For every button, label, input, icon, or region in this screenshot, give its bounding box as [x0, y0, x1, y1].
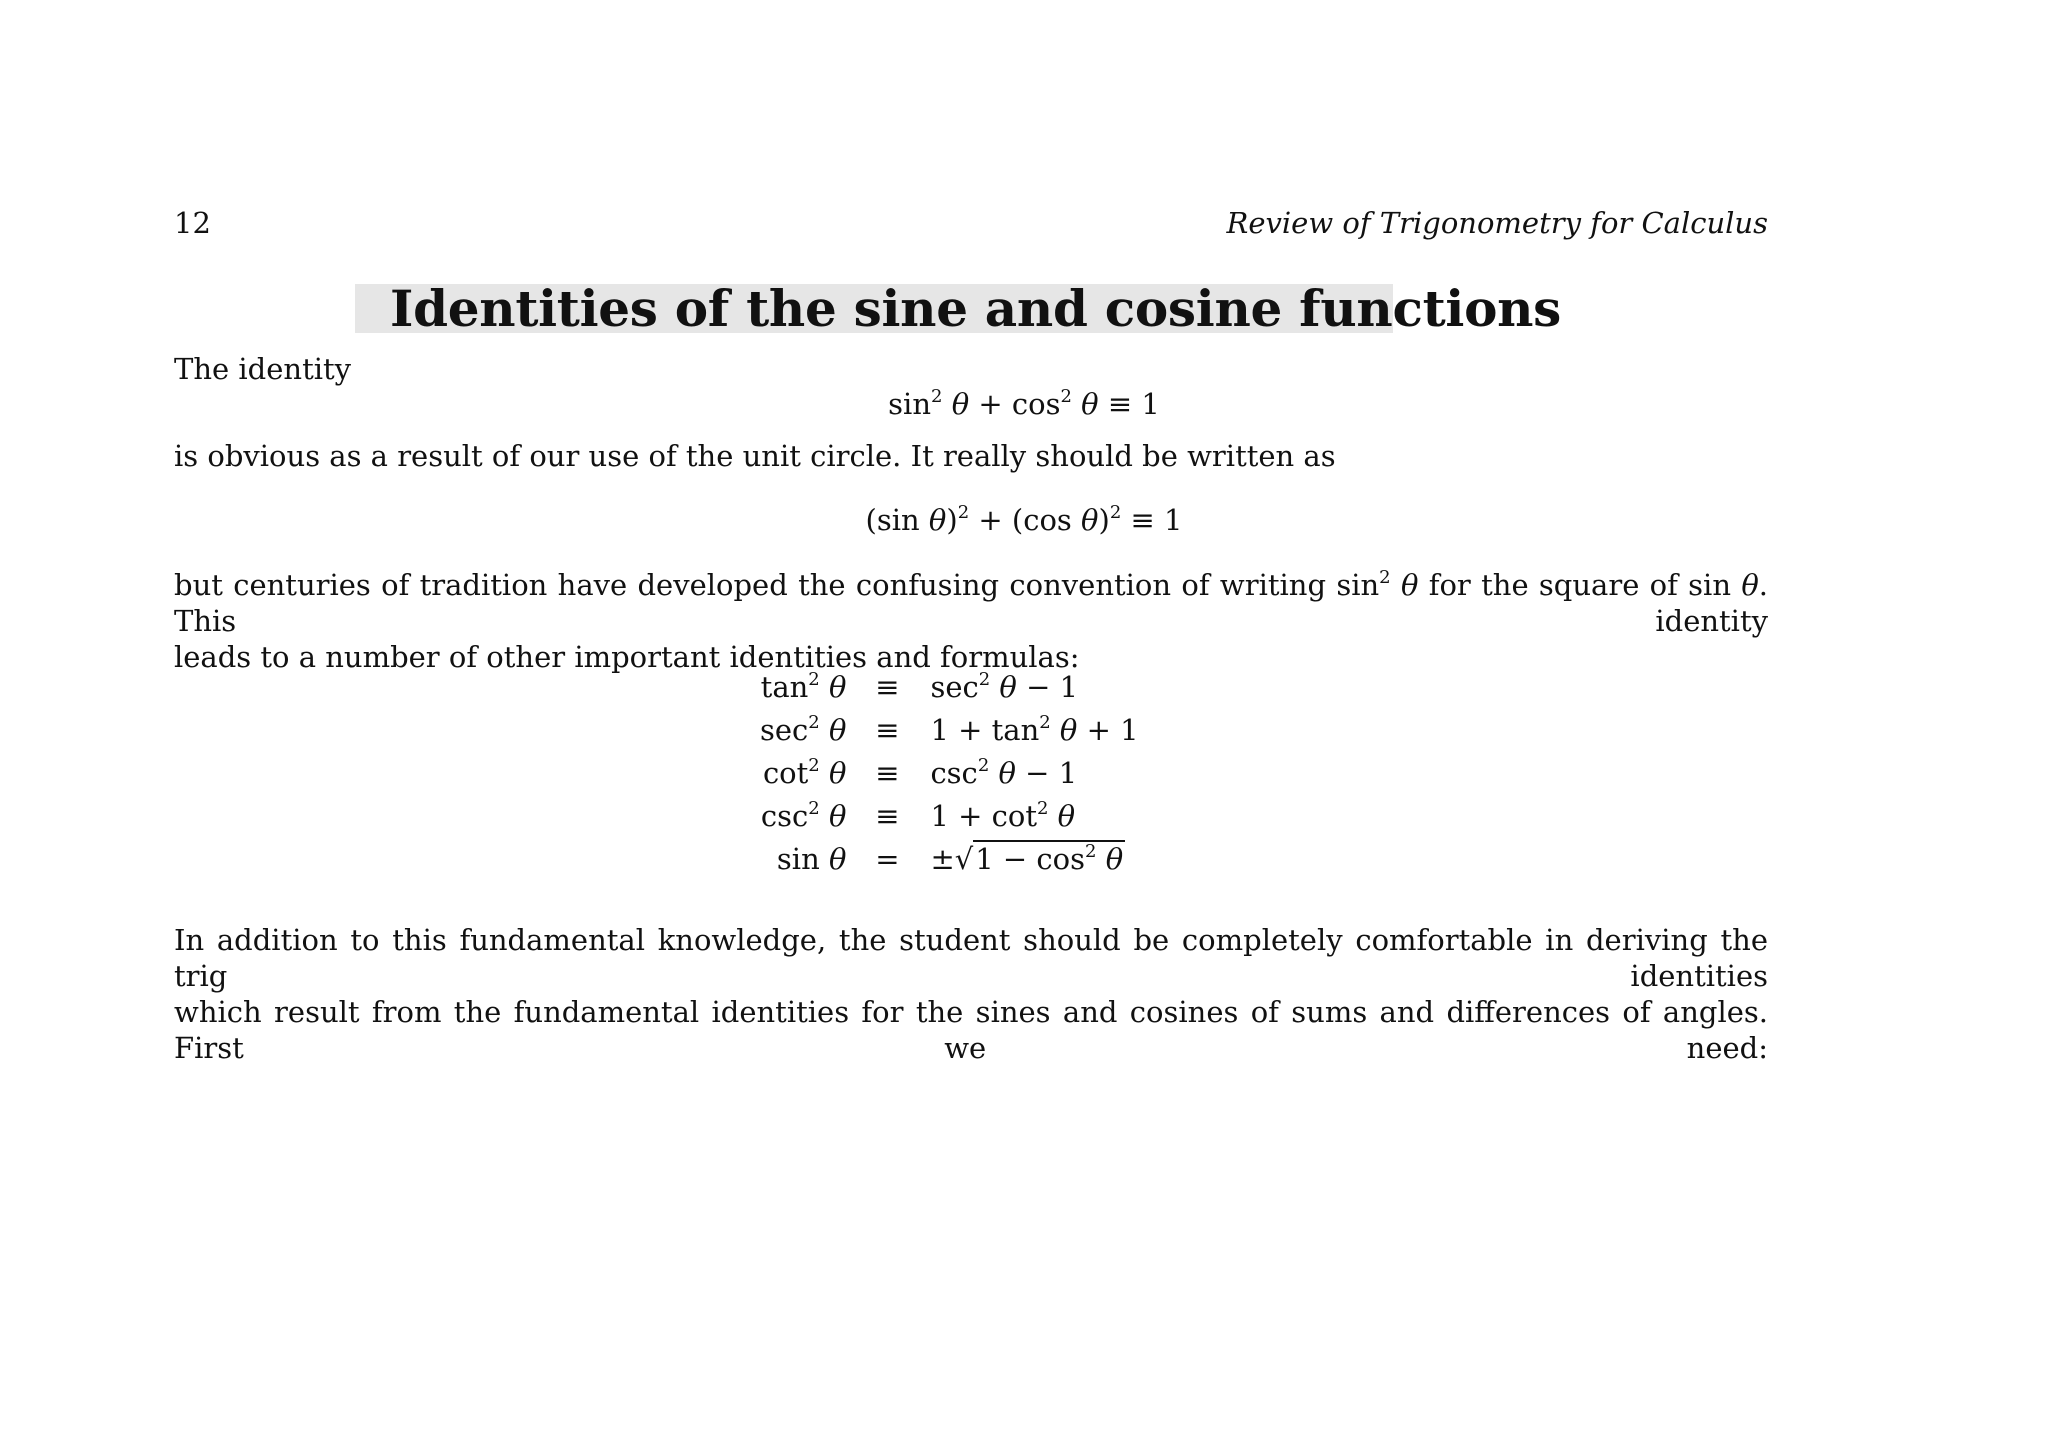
exponent: 2 [1060, 386, 1072, 407]
identity-lhs: sin θ [776, 842, 847, 876]
identity-rhs: $\csc^2 \theta - 1$ [930, 755, 1078, 790]
identity-pythagorean [0, 386, 2048, 422]
sin-fn: sin [888, 387, 932, 421]
running-title: Review of Trigonometry for Calculus [1226, 206, 1768, 240]
equivalence-rhs: ≡ 1 [1098, 387, 1160, 421]
theta-symbol: θ [1081, 503, 1099, 537]
identity-lhs: $\tan^2 \theta$ [760, 669, 847, 704]
theta-symbol: θ [1741, 568, 1759, 602]
identity-rhs: $1 + \cot^2 \theta$ [930, 798, 1076, 833]
identity-lhs: $\sec^2 \theta$ [760, 712, 847, 747]
identity-row [760, 666, 1139, 709]
exponent: 2 [1109, 502, 1122, 523]
paragraph-line: In addition to this fundamental knowledge, the student should be completely comfortable in deriving the trig identities [174, 923, 1768, 993]
theta-symbol: θ [1081, 387, 1099, 421]
identity-relation: ≡ [875, 799, 900, 833]
page-header [174, 206, 1768, 246]
text-run: but centuries of tradition have developed the confusing convention of writing sin [174, 568, 1380, 602]
identity-lhs: $\cot^2 \theta$ [762, 755, 847, 790]
theta-symbol: θ [928, 503, 947, 537]
identity-relation: = [875, 842, 900, 876]
text-run: . This identity [174, 568, 1769, 638]
exponent: 2 [1379, 567, 1391, 588]
theta-symbol: θ [951, 387, 970, 421]
identities-table [760, 666, 1139, 881]
identity-parenthesized [0, 502, 2048, 538]
paragraph-unit-circle: is obvious as a result of our use of the unit circle. It really should be written as [174, 439, 1336, 473]
identity-rhs: $\sec^2 \theta - 1$ [930, 669, 1079, 704]
identity-rhs: $1 + \tan^2 \theta + 1$ [930, 712, 1139, 747]
identity-row [760, 795, 1139, 838]
square-root: $√1 - \cos^2 \theta$ [954, 841, 1124, 876]
exponent: 2 [931, 386, 943, 407]
plus-open-cos: + (cos [969, 503, 1082, 537]
identity-lhs: $\csc^2 \theta$ [760, 798, 847, 833]
identity-row [760, 709, 1139, 752]
section-title: Identities of the sine and cosine functions [355, 284, 1393, 333]
paragraph-line: which result from the fundamental identities for the sines and cosines of sums and differences of angles. First we need: [174, 995, 1768, 1065]
paragraph-convention [174, 567, 1768, 675]
identity-row [760, 838, 1139, 881]
open-sin: (sin [865, 503, 929, 537]
theta-symbol: θ [1400, 568, 1419, 602]
paragraph-line: leads to a number of other important identities and formulas: [174, 640, 1080, 674]
identity-rhs: $\pm√1 - \cos^2 \theta$ [916, 838, 1138, 881]
paragraph-fundamental-knowledge [174, 922, 1768, 1066]
close-paren: ) [1098, 503, 1110, 537]
identity-relation: ≡ [875, 670, 900, 704]
identity-row [760, 752, 1139, 795]
cos-fn: cos [1011, 387, 1061, 421]
close-paren: ) [946, 503, 958, 537]
page-number: 12 [174, 206, 211, 240]
equivalence-rhs: ≡ 1 [1121, 503, 1183, 537]
plus-sign: + [969, 387, 1012, 421]
identity-relation: ≡ [875, 756, 900, 790]
identity-relation: ≡ [875, 713, 900, 747]
intro-text: The identity [174, 352, 352, 386]
text-run: for the square of sin [1418, 568, 1742, 602]
radicand: $1 - \cos^2 \theta$ [975, 841, 1124, 876]
exponent: 2 [957, 502, 970, 523]
paragraph-line [174, 567, 1768, 639]
